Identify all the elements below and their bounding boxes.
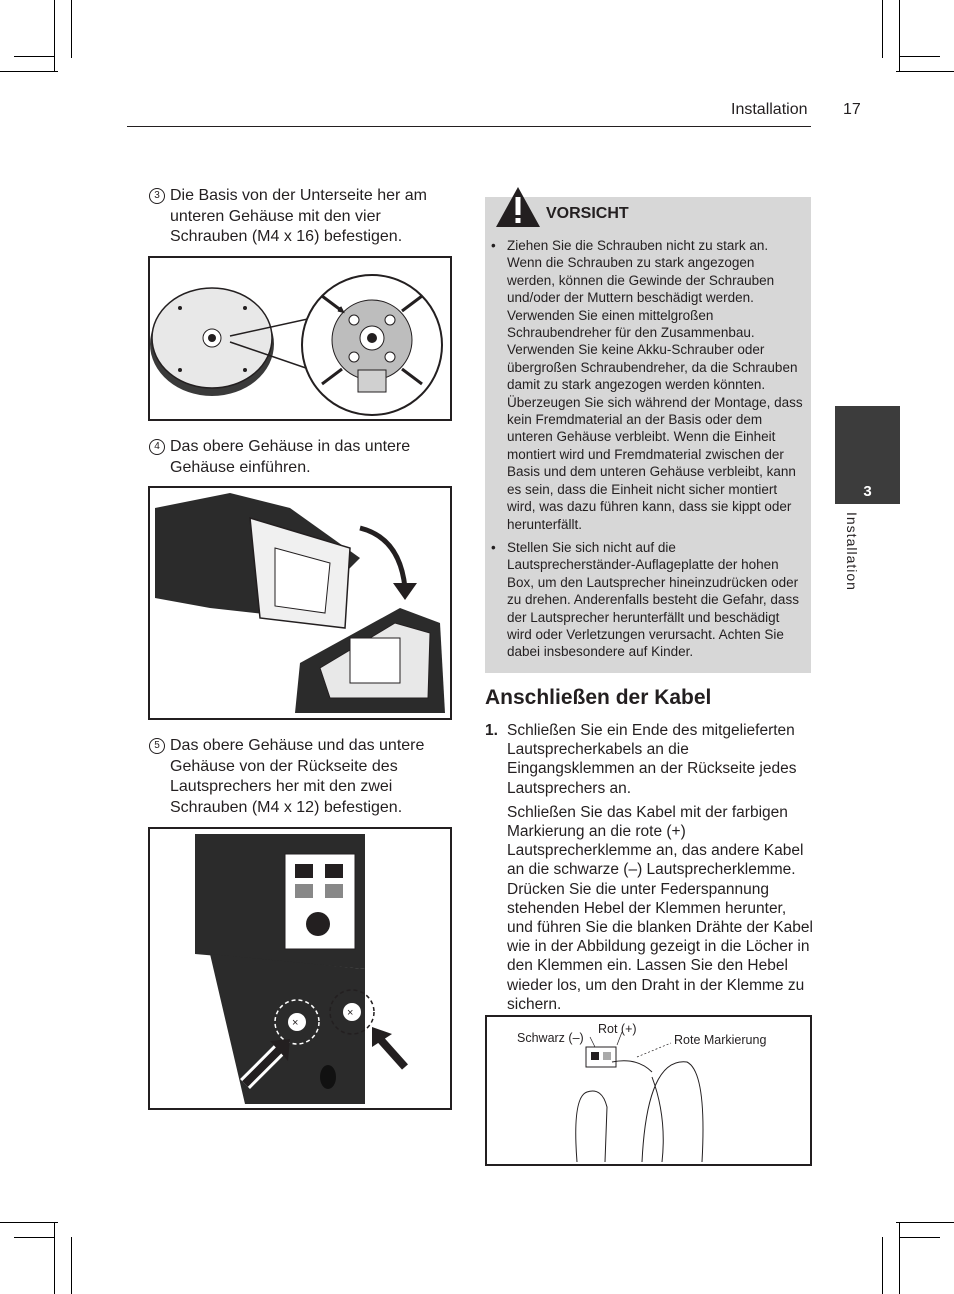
instruction-list bbox=[485, 721, 815, 1019]
crop-mark bbox=[0, 71, 58, 72]
crop-mark bbox=[899, 1222, 900, 1294]
label-black-terminal: Schwarz (–) bbox=[517, 1031, 584, 1045]
crop-mark bbox=[54, 1222, 55, 1294]
figure-rear-screws bbox=[148, 827, 452, 1110]
crop-mark bbox=[882, 0, 883, 58]
step-text: Die Basis von der Unterseite her am unteren Gehäuse mit den vier Schrauben (M4 x 16) befestigen. bbox=[170, 187, 427, 245]
crop-mark bbox=[899, 56, 940, 57]
caution-item: • Ziehen Sie die Schrauben nicht zu stark an. Wenn die Schrauben zu stark angezogen werden, können die Gewinde der Schrauben und/oder der Muttern beschädigt werden. Verwenden Sie einen mittelgroßen Schraubendreher für den Zusammenbau. Verwenden Sie keine Akku-Schrauber oder übergroßen Schraubendreher, da die Schrauben damit zu stark angezogen werden könnten. Überzeugen Sie sich während der Montage, dass kein Fremdmaterial an der Basis oder dem unteren Gehäuse verbleibt. Wenn die Einheit montiert wird und Fremdmaterial zwischen der Basis und dem unteren Gehäuse verbleibt, kann es sein, dass die Einheit nicht sicher montiert wird, was dazu führen kann, dass sie kippt oder herunterfällt. bbox=[485, 237, 805, 533]
caution-title: VORSICHT bbox=[546, 205, 629, 222]
crop-mark bbox=[899, 0, 900, 71]
crop-mark bbox=[0, 1222, 58, 1223]
step-3 bbox=[149, 186, 444, 248]
step-marker: 3 bbox=[149, 188, 165, 204]
running-header-title: Installation bbox=[731, 101, 808, 118]
step-marker: 5 bbox=[149, 738, 165, 754]
step-4 bbox=[149, 437, 444, 478]
crop-mark bbox=[14, 56, 55, 57]
instruction-paragraph: Schließen Sie ein Ende des mitgelieferten Lautsprecherkabels an die Eingangsklemmen an der Rückseite jedes Lautsprechers an. bbox=[507, 722, 797, 797]
chapter-tab bbox=[835, 406, 900, 504]
crop-mark bbox=[14, 1237, 55, 1238]
step-marker: 4 bbox=[149, 439, 165, 455]
step-5 bbox=[149, 736, 444, 818]
crop-mark bbox=[896, 71, 954, 72]
label-red-terminal: Rot (+) bbox=[598, 1022, 637, 1036]
figure-insert-housing bbox=[148, 486, 452, 720]
svg-text:×: × bbox=[292, 1017, 299, 1029]
chapter-number: 3 bbox=[863, 483, 872, 500]
crop-mark bbox=[882, 1237, 883, 1294]
step-text: Das obere Gehäuse in das untere Gehäuse einführen. bbox=[170, 438, 411, 476]
list-number: 1. bbox=[485, 722, 498, 739]
page-number: 17 bbox=[843, 101, 861, 118]
warning-icon bbox=[494, 185, 542, 229]
caution-box bbox=[485, 197, 811, 673]
header-rule bbox=[127, 126, 811, 127]
crop-mark bbox=[54, 0, 55, 71]
instruction-paragraph: Schließen Sie das Kabel mit der farbigen Markierung an die rote (+) Lautsprecherklemme an, das andere Kabel an die schwarze (–) Lautsprecherklemme. Drücken Sie die unter Federspannung stehenden Hebel der Klemmen herunter, und führen Sie die blanken Drähte der Kabel wie in der Abbildung gezeigt in die Löcher in den Klemmen ein. Lassen Sie den Hebel wieder los, um den Draht in der Klemme zu sichern. bbox=[507, 803, 813, 1013]
crop-mark bbox=[71, 1237, 72, 1294]
step-text: Das obere Gehäuse und das untere Gehäuse von der Rückseite des Lautsprechers her mit den zwei Schrauben (M4 x 12) befestigen. bbox=[170, 737, 425, 816]
label-red-marking: Rote Markierung bbox=[674, 1033, 767, 1047]
caution-list bbox=[485, 237, 805, 667]
caution-item: • Stellen Sie sich nicht auf die Lautsprecherständer-Auflageplatte der hohen Box, um den Lautsprecher hineinzudrücken oder zu drehen. Anderenfalls besteht die Gefahr, dass der Lautsprecher herunterfällt und beschädigt wird oder Verletzungen verursacht. Achten Sie dabei insbesondere auf Kinder. bbox=[485, 539, 805, 661]
chapter-label: Installation bbox=[844, 512, 860, 591]
figure-wiring bbox=[485, 1015, 812, 1166]
crop-mark bbox=[71, 0, 72, 58]
crop-mark bbox=[896, 1222, 954, 1223]
svg-text:×: × bbox=[347, 1007, 354, 1019]
crop-mark bbox=[899, 1237, 940, 1238]
section-heading: Anschließen der Kabel bbox=[485, 686, 712, 709]
figure-base-screws bbox=[148, 256, 452, 421]
